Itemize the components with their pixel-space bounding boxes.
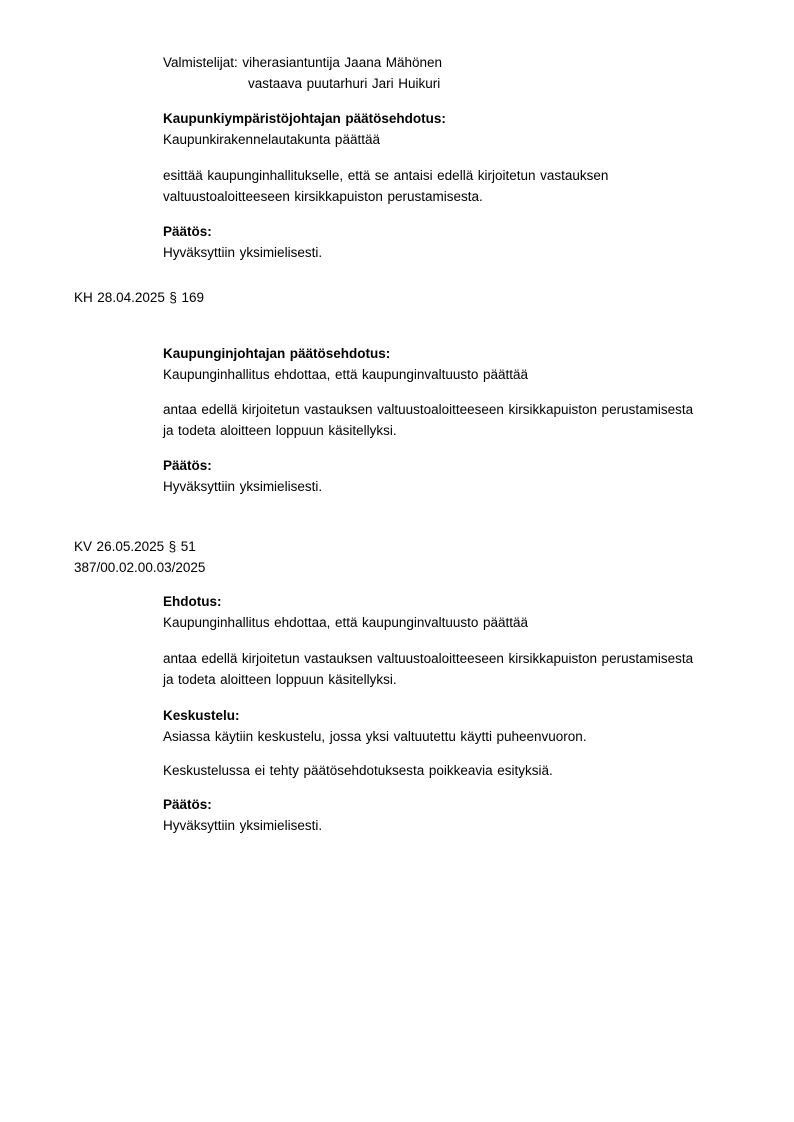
klk-proposal-intro: Kaupunkirakennelautakunta päättää <box>163 132 380 147</box>
kh-proposal-body-line-1: antaa edellä kirjoitetun vastauksen valtuustoaloitteeseen kirsikkapuiston perustamisesta <box>163 402 694 417</box>
klk-proposal-body <box>163 165 608 207</box>
preparers-line-2: vastaava puutarhuri Jari Huikuri <box>248 76 441 91</box>
kh-proposal-body-line-2: ja todeta aloitteen loppuun käsitellyksi. <box>163 423 397 438</box>
kv-reference: KV 26.05.2025 § 51 <box>74 539 196 554</box>
kv-proposal-body-line-2: ja todeta aloitteen loppuun käsitellyksi. <box>163 672 397 687</box>
kh-proposal-body <box>163 399 693 441</box>
klk-proposal-body-line-1: esittää kaupunginhallitukselle, että se antaisi edellä kirjoitetun vastauksen <box>163 168 609 183</box>
kh-decision-block <box>163 455 322 497</box>
klk-proposal-block <box>163 108 446 150</box>
kv-decision-text: Hyväksyttiin yksimielisesti. <box>163 818 323 833</box>
kh-proposal-heading: Kaupunginjohtajan päätösehdotus: <box>163 346 391 361</box>
kv-discussion-line-2: Keskustelussa ei tehty päätösehdotuksesta poikkeavia esityksiä. <box>163 763 553 778</box>
kv-discussion-heading: Keskustelu: <box>163 708 240 723</box>
klk-proposal-heading: Kaupunkiympäristöjohtajan päätösehdotus: <box>163 111 446 126</box>
kv-discussion-line-1: Asiassa käytiin keskustelu, jossa yksi valtuutettu käytti puheenvuoron. <box>163 729 587 744</box>
kv-proposal-intro: Kaupunginhallitus ehdottaa, että kaupunginvaltuusto päättää <box>163 615 528 630</box>
kh-decision-text: Hyväksyttiin yksimielisesti. <box>163 479 323 494</box>
kh-reference: KH 28.04.2025 § 169 <box>74 290 205 305</box>
kv-proposal-block <box>163 591 528 633</box>
kv-decision-block <box>163 794 322 836</box>
kv-proposal-body-line-1: antaa edellä kirjoitetun vastauksen valtuustoaloitteeseen kirsikkapuiston perustamisesta <box>163 651 694 666</box>
kv-reference-block <box>74 536 205 578</box>
klk-decision-block <box>163 221 322 263</box>
klk-decision-text: Hyväksyttiin yksimielisesti. <box>163 245 323 260</box>
kv-proposal-heading: Ehdotus: <box>163 594 222 609</box>
kv-case-number: 387/00.02.00.03/2025 <box>74 560 206 575</box>
preparers-block <box>163 52 442 94</box>
klk-proposal-body-line-2: valtuustoaloitteeseen kirsikkapuiston perustamisesta. <box>163 189 483 204</box>
kv-decision-heading: Päätös: <box>163 797 212 812</box>
kv-proposal-body <box>163 648 693 690</box>
kv-discussion-block <box>163 705 587 747</box>
kh-proposal-block <box>163 343 528 385</box>
preparers-line-1: Valmistelijat: viherasiantuntija Jaana Mähönen <box>163 55 443 70</box>
klk-decision-heading: Päätös: <box>163 224 212 239</box>
kh-decision-heading: Päätös: <box>163 458 212 473</box>
kh-proposal-intro: Kaupunginhallitus ehdottaa, että kaupunginvaltuusto päättää <box>163 367 528 382</box>
